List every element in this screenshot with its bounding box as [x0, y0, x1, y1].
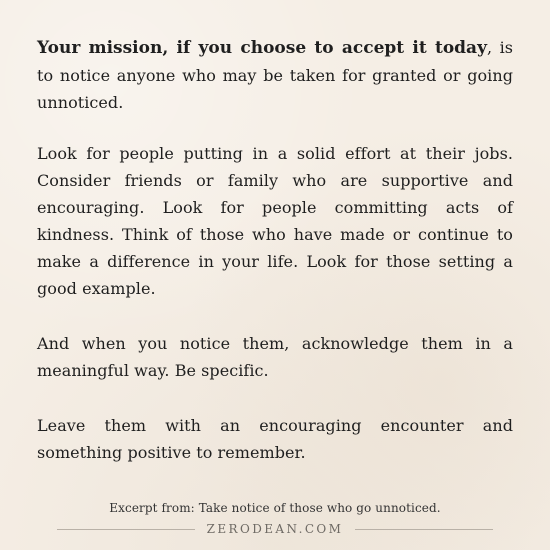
mission-heading-text: Your mission, if you choose to accept it today: [37, 38, 487, 58]
paragraph-1: [37, 34, 513, 116]
paragraph-2: Look for people putting in a solid effort at their jobs. Consider friends or family who are supportive and encouraging. Look for people committing acts of kindness. Think of those who have made or continue to make a difference in your life. Look for those setting a good example.: [37, 144, 513, 298]
excerpt-source: Excerpt from: Take notice of those who go unnoticed.: [109, 501, 441, 515]
paragraph-4: Leave them with an encouraging encounter and something positive to remember.: [37, 416, 513, 462]
site-signature: [0, 522, 550, 536]
footer: [0, 500, 550, 536]
left-divider: [57, 529, 195, 530]
paragraph-3: And when you notice them, acknowledge them in a meaningful way. Be specific.: [37, 334, 513, 380]
site-name: ZERODEAN.COM: [206, 522, 344, 536]
paragraph-1-text: , is to notice anyone who may be taken for granted or going unnoticed.: [37, 38, 513, 112]
right-divider: [355, 529, 493, 530]
